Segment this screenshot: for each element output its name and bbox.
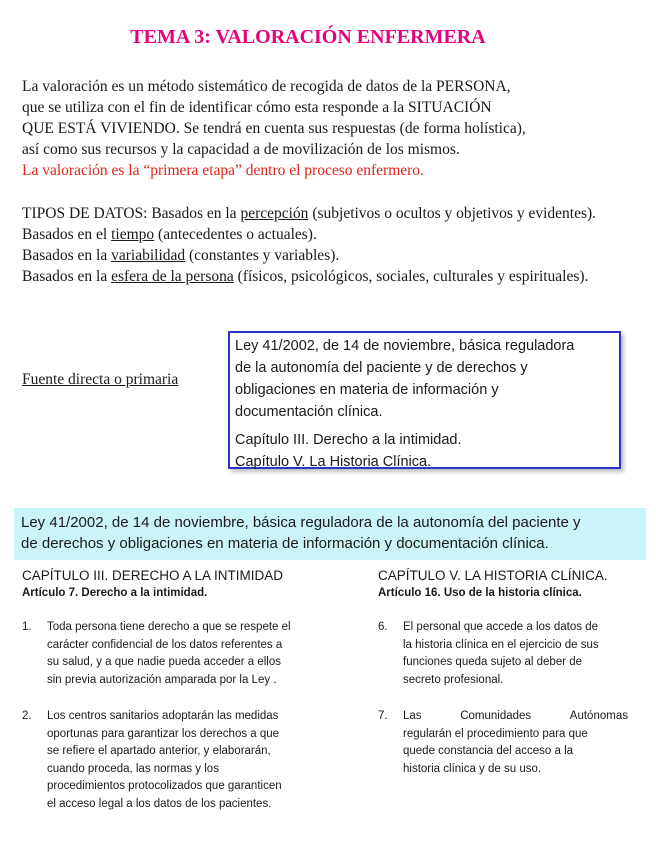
- article-heading: Artículo 16. Uso de la historia clínica.: [378, 587, 582, 599]
- term-person-sphere: esfera de la persona: [111, 268, 234, 285]
- item-line: cuando proceda, las normas y los: [47, 762, 219, 775]
- text: TIPOS DE DATOS: Basados en la: [22, 205, 241, 222]
- item-line: el acceso legal a los datos de los pacientes.: [47, 797, 272, 810]
- term-variability: variabilidad: [111, 247, 186, 264]
- item-number: 1.: [22, 621, 32, 633]
- intro-line: La valoración es un método sistemático de recogida de datos de la PERSONA,: [22, 78, 511, 95]
- item-number: 7.: [378, 710, 388, 722]
- article-item: [22, 619, 342, 689]
- intro-line: QUE ESTÁ VIVIENDO. Se tendrá en cuenta sus respuestas (de forma holística),: [22, 120, 526, 137]
- word: Las: [403, 710, 422, 722]
- law-line: documentación clínica.: [235, 404, 383, 420]
- text: (subjetivos o ocultos y objetivos y evidentes).: [308, 205, 597, 222]
- item-line: se refiere el apartado anterior, y elaborarán,: [47, 745, 271, 757]
- item-line: la historia clínica en el ejercicio de sus: [403, 638, 599, 651]
- intro-paragraph: [22, 76, 632, 181]
- data-type-perception: [22, 203, 632, 224]
- item-line: secreto profesional.: [403, 673, 504, 686]
- data-type-time: [22, 224, 632, 245]
- term-time: tiempo: [111, 226, 155, 243]
- text: Basados en el: [22, 226, 112, 243]
- item-line: procedimientos protocolizados que garanticen: [47, 780, 282, 792]
- item-number: 2.: [22, 710, 32, 722]
- text: (constantes y variables).: [185, 247, 340, 264]
- text: (físicos, psicológicos, sociales, culturales y espirituales).: [233, 268, 589, 285]
- primary-source-label: Fuente directa o primaria: [22, 371, 179, 388]
- intro-line: así como sus recursos y la capacidad a de movilización de los mismos.: [22, 141, 460, 158]
- text: Basados en la: [22, 247, 112, 264]
- article-heading: Artículo 7. Derecho a la intimidad.: [22, 587, 208, 599]
- item-line: carácter confidencial de los datos referentes a: [47, 638, 283, 651]
- item-line: quede constancia del acceso a la: [403, 745, 574, 757]
- data-type-variability: [22, 245, 632, 266]
- item-line: regularán el procedimiento para que: [403, 727, 588, 740]
- law-line: Ley 41/2002, de 14 de noviembre, básica reguladora: [235, 338, 575, 354]
- item-line: sin previa autorización amparada por la Ley .: [47, 673, 277, 686]
- item-line: oportunas para garantizar los derechos a que: [47, 727, 280, 740]
- law-line: de la autonomía del paciente y de derechos y: [235, 360, 528, 376]
- chapter-heading: CAPÍTULO V. LA HISTORIA CLÍNICA.: [378, 568, 608, 583]
- article-item: [378, 619, 628, 689]
- item-line: Los centros sanitarios adoptarán las medidas: [47, 710, 279, 722]
- law-line: obligaciones en materia de información y: [235, 382, 499, 398]
- item-number: 6.: [378, 621, 388, 633]
- intro-line: que se utiliza con el fin de identificar cómo esta responde a la SITUACIÓN: [22, 99, 492, 116]
- banner-line: de derechos y obligaciones en materia de información y documentación clínica.: [21, 535, 549, 552]
- data-type-person-sphere: [22, 266, 632, 287]
- page-title: TEMA 3: VALORACIÓN ENFERMERA: [130, 26, 486, 48]
- law-reference-box: [228, 331, 621, 469]
- chapter-3-ref: Capítulo III. Derecho a la intimidad.: [235, 432, 462, 448]
- intro-highlight-line: La valoración es la “primera etapa” dentro el proceso enfermero.: [22, 162, 424, 179]
- text: Basados en la: [22, 268, 112, 285]
- word: Autónomas: [569, 710, 628, 722]
- word: Comunidades: [460, 710, 532, 722]
- term-perception: percepción: [240, 205, 309, 222]
- item-line: El personal que accede a los datos de: [403, 621, 598, 633]
- item-line: su salud, y a que nadie pueda acceder a ellos: [47, 656, 281, 668]
- item-line: funciones queda sujeto al deber de: [403, 656, 583, 668]
- data-types-section: [22, 203, 632, 287]
- item-line: historia clínica y de su uso.: [403, 762, 542, 775]
- article-item: [378, 708, 628, 778]
- banner-line: Ley 41/2002, de 14 de noviembre, básica reguladora de la autonomía del paciente y: [21, 514, 581, 531]
- chapter-heading: CAPÍTULO III. DERECHO A LA INTIMIDAD: [22, 568, 284, 583]
- item-line: [403, 708, 628, 726]
- chapter-5-ref: Capítulo V. La Historia Clínica.: [235, 454, 432, 470]
- chapter-3-column: [22, 566, 342, 813]
- article-item: [22, 708, 342, 813]
- law-title-banner: [14, 508, 646, 560]
- text: (antecedentes o actuales).: [154, 226, 317, 243]
- chapter-5-column: [378, 566, 628, 778]
- item-line: Toda persona tiene derecho a que se respete el: [47, 621, 291, 633]
